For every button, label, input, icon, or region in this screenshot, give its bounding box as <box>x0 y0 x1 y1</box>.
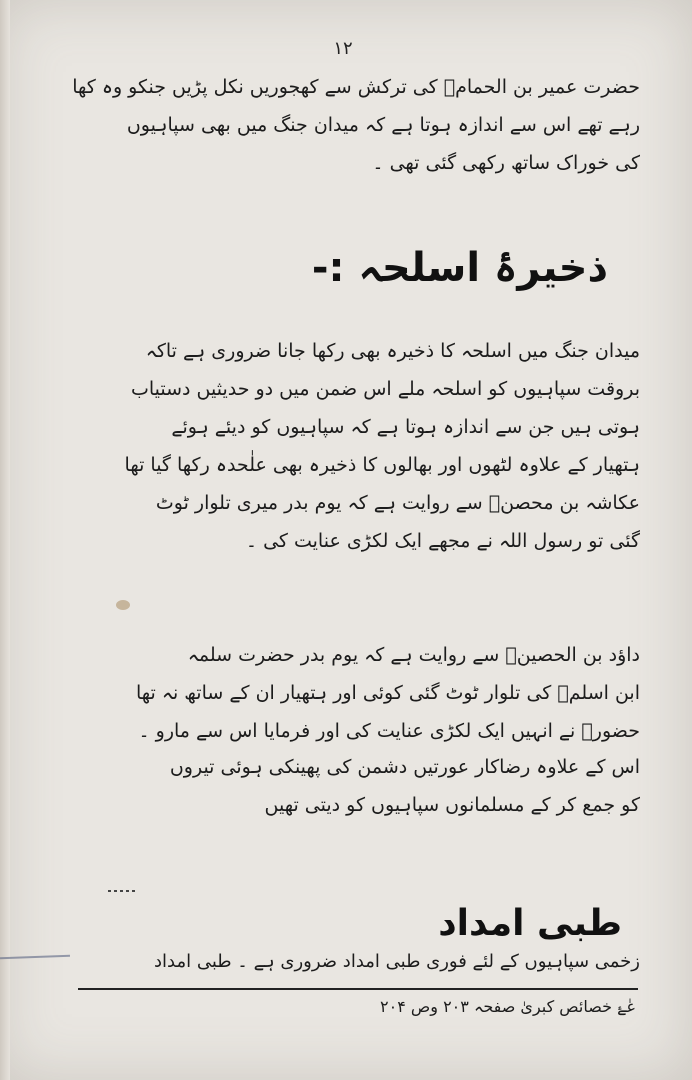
footnote-divider <box>78 988 638 990</box>
text-line: گئی تو رسول اللہ نے مجھے ایک لکڑی عنایت کی ۔ <box>245 530 640 552</box>
text-line: کی خوراک ساتھ رکھی گئی تھی ۔ <box>372 152 640 174</box>
footnote-reference: عٰۓ خصائص کبریٰ صفحہ ۲۰۳ وص ۲۰۴ <box>380 997 636 1016</box>
text-line: حضورؐ نے انہیں ایک لکڑی عنایت کی اور فرمایا اس سے مارو ۔ <box>138 720 640 742</box>
ink-scratch <box>0 955 70 959</box>
page-edge-shadow <box>0 0 10 1080</box>
paragraph-weapons <box>60 332 640 560</box>
text-line: میدان جنگ میں اسلحہ کا ذخیرہ بھی رکھا جانا ضروری ہے تاکہ <box>145 340 640 362</box>
section-heading-weapons: ذخیرۂ اسلحہ :- <box>311 245 608 291</box>
page-number: ۱۲ <box>333 38 353 59</box>
text-line: رہے تھے اس سے اندازہ ہوتا ہے کہ میدان جنگ میں بھی سپاہیوں <box>126 114 640 136</box>
paragraph-women-volunteers <box>60 748 640 824</box>
text-line: ہتھیار کے علاوہ لٹھوں اور بھالوں کا ذخیرہ بھی علٰحدہ رکھا گیا تھا <box>124 454 640 476</box>
text-line: حضرت عمیر بن الحمامؓ کی ترکش سے کھجوریں نکل پڑیں جنکو وہ کھا <box>72 76 640 98</box>
paragraph-provisions <box>60 68 640 182</box>
text-line: بروقت سپاہیوں کو اسلحہ ملے اس ضمن میں دو حدیثیں دستیاب <box>130 378 640 400</box>
section-heading-medical: طبی امداد <box>438 903 622 944</box>
text-line: عکاشہ بن محصنؓ سے روایت ہے کہ یوم بدر میری تلوار ٹوٹ <box>155 492 640 514</box>
text-line: کو جمع کر کے مسلمانوں سپاہیوں کو دیتی تھیں <box>264 794 640 816</box>
text-line: داؤد بن الحصینؓ سے روایت ہے کہ یوم بدر حضرت سلمہ <box>187 644 640 666</box>
text-line: ابن اسلمؓ کی تلوار ٹوٹ گئی کوئی اور ہتھیار ان کے ساتھ نہ تھا <box>135 682 640 704</box>
paper-stain <box>116 600 130 610</box>
paragraph-dawud-narration <box>60 636 640 750</box>
dashed-mark <box>108 890 136 892</box>
text-line: ہوتی ہیں جن سے اندازہ ہوتا ہے کہ سپاہیوں کو دیئے ہوئے <box>171 416 640 438</box>
medical-text-line: زخمی سپاہیوں کے لئے فوری طبی امداد ضروری ہے ۔ طبی امداد <box>154 951 640 972</box>
text-line: اس کے علاوہ رضاکار عورتیں دشمن کی پھینکی ہوئی تیروں <box>169 756 640 778</box>
